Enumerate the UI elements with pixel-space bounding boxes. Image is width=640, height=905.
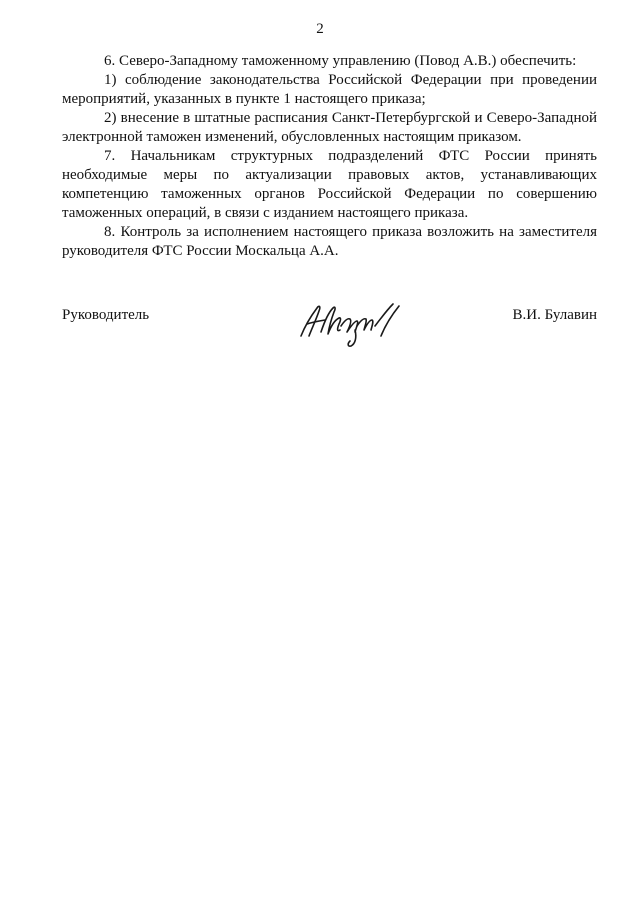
signatory-name: В.И. Булавин [512, 307, 597, 323]
signature-block [62, 296, 597, 356]
signatory-title: Руководитель [62, 307, 150, 323]
document-body [62, 52, 597, 261]
handwritten-signature [295, 296, 405, 348]
paragraph-6-item-1: 1) соблюдение законодательства Российской Федерации при проведении мероприятий, указанных в пункте 1 настоящего приказа; [62, 72, 597, 107]
page-number: 2 [316, 21, 324, 37]
paragraph-8: 8. Контроль за исполнением настоящего приказа возложить на заместителя руководителя ФТС России Москальца А.А. [62, 224, 597, 259]
paragraph-6-item-2: 2) внесение в штатные расписания Санкт-Петербургской и Северо-Западной электронной таможен изменений, обусловленных настоящим приказом. [62, 110, 597, 145]
paragraph-6: 6. Северо-Западному таможенному управлению (Повод А.В.) обеспечить: [104, 53, 577, 69]
paragraph-7: 7. Начальникам структурных подразделений ФТС России принять необходимые меры по актуализации правовых актов, устанавливающих компетенцию таможенных органов Российской Федерации по совершению таможенных операций, в связи с изданием настоящего приказа. [62, 148, 597, 221]
